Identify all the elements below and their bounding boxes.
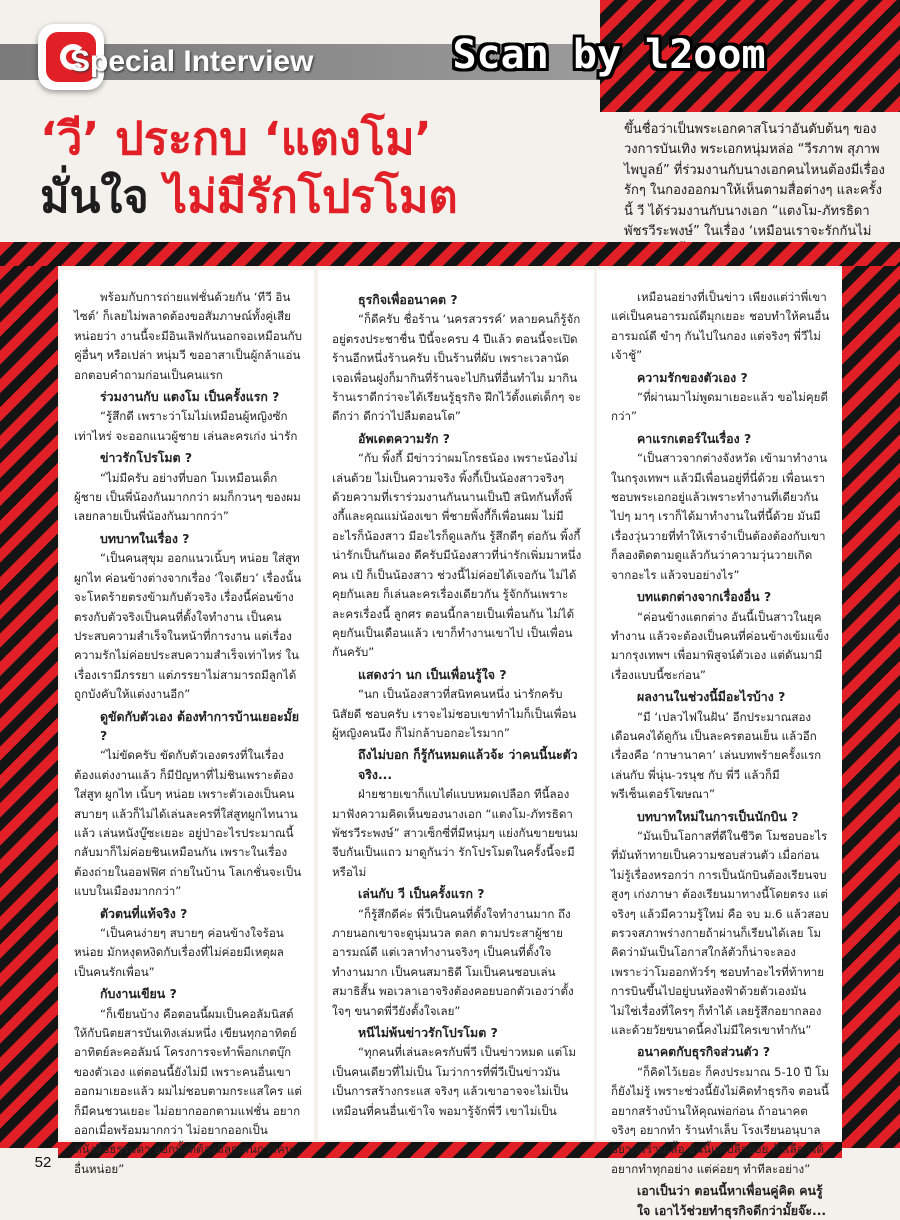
body-paragraph: “มันเป็นโอกาสที่ดีในชีวิต โมชอบอะไรที่มันท้าทายเป็นความชอบส่วนตัว เมื่อก่อนไม่รู้เรื่องหรอกว่า การเป็นนักบินต้องเรียนจบสูงๆ เก่งภาษา ต้องเรียนมาทางนี้โดยตรง แต่จริงๆ แล้วมีความรู้ใหม่ คือ จบ ม.6 แล้วสอบ ตรวจสภาพร่างกายถ้าผ่านก็เรียนได้เลย โมคิดว่ามันเป็นโอกาสใกล้ตัวก็น่าจะลอง เพราะว่าโมออกทัวร์ๆ ชอบทำอะไรที่ท้าทาย การบินขึ้นไปอยู่บนท้องฟ้าด้วยตัวเองมันไม่ใช่เรื่องที่ใครๆ ก็ทำได้ เลยรู้สึกอยากลองและด้วยวัยขนาดนี้คงไม่มีใครเขาทำกัน” xyxy=(611,828,829,1038)
headline-name-taengmo: ‘แตงโม’ xyxy=(263,112,432,165)
interview-question: แสดงว่า นก เป็นเพื่อนรู้ใจ ? xyxy=(358,666,507,682)
body-paragraph: “ก็รู้สึกดีค่ะ พี่วีเป็นคนที่ตั้งใจทำงานมาก ถึงภายนอกเขาจะดูนุ่มนวล ตลก ตามประสาผู้ชายอารมณ์ดี แต่เวลาทำงานจริงๆ เป็นคนที่ตั้งใจทำงานมาก เป็นคนสมาธิดี โมเป็นคนชอบเล่นสมาธิสั้น พอเวลาเอาจริงต้องคอยบอกตัวเองว่าตั้งใจๆ ขนาดพี่วียังตั้งใจเลย” xyxy=(332,906,574,1018)
body-paragraph: “ก็ดีครับ ชื่อร้าน ‘นครสวรรค์’ หลายคนก็รู้จัก อยู่ตรงประชาชื่น ปีนี้จะครบ 4 ปีแล้ว ตอนนี้จะเปิดร้านอีกหนึ่งร้านครับ เป็นร้านที่ผับ เพราะเวลานัดเจอเพื่อนฝูงก็มากินที่ร้านจะไปกินที่อื่นทำไม มากินร้านเราดีกว่าจะได้เรียนรู้ธุรกิจ ฝึกไว้ตั้งแต่เด็กๆ จะดีกว่า ดีกว่าไปลืมตอนโต” xyxy=(332,312,582,424)
body-paragraph: “เป็นสาวจากต่างจังหวัด เข้ามาทำงานในกรุงเทพฯ แล้วมีเพื่อนอยู่ที่นี่ด้วย เพื่อนเราชอบพระเอกอยู่แล้วเพราะทำงานที่เดียวกัน ไปๆ มาๆ เราก็ได้มาทำงานในที่นี้ด้วย มันมีเรื่องวุ่นวายที่ทำให้เราจำเป็นต้องต้องกับเขา ก็ลองติดตามดูแล้วกันว่าความวุ่นวายเกิดจากอะไร แล้วจบอย่างไร” xyxy=(611,451,827,582)
article-headline xyxy=(40,110,620,226)
headline-line-1 xyxy=(40,110,620,168)
body-paragraph: เหมือนอย่างที่เป็นข่าว เพียงแต่ว่าพี่เขาแค่เป็นคนอารมณ์ดีมุกเยอะ ชอบทำให้คนอื่นอารมณ์ดี ขำๆ กันไปในกอง แต่จริงๆ พี่วีไม่เจ้าชู้” xyxy=(611,290,830,363)
decorative-stripes-left xyxy=(0,266,58,1148)
body-paragraph: “เป็นคนง่ายๆ สบายๆ ค่อนข้างใจร้อนหน่อย มักหงุดหงิดกับเรื่องที่ไม่ค่อยมีเหตุผล เป็นคนรักเพื่อน” xyxy=(74,926,284,979)
headline-confident: มั่นใจ xyxy=(40,170,149,223)
body-paragraph: “ค่อนข้างแตกต่าง อันนี้เป็นสาวในยุคทำงาน แล้วจะต้องเป็นคนที่ค่อนข้างเข้มแข็ง มากรุงเทพฯ เพื่อมาพิสูจน์ตัวเอง แต่ดันมามีเรื่องแบบนี้ซะก่อน” xyxy=(611,609,830,682)
interview-question: ถึงไม่บอก ก็รู้กันหมดแล้วจ้ะ ว่าคนนี้นะตัวจริง... xyxy=(358,747,578,782)
body-paragraph: “ก็คิดไว้เยอะ ก็คงประมาณ 5-10 ปี โมก็ยังไม่รู้ เพราะช่วงนี้ยังไม่คิดทำธุรกิจ ตอนนี้อยากสร้างบ้านให้คุณพ่อก่อน ถ้าอนาคตจริงๆ อยากทำ ร้านทำเล็บ โรงเรียนอนุบาล อยากมีร้านเสื้อ อันนี้แค่ปลีกย่อย ถ้าเลือกได้อยากทำทุกอย่าง แต่ค่อยๆ ทำทีละอย่าง” xyxy=(611,1064,830,1176)
article-column-1 xyxy=(60,270,314,1176)
interview-question: เล่นกับ วี เป็นครั้งแรก ? xyxy=(358,886,485,902)
interview-question: ร่วมงานกับ แตงโม เป็นครั้งแรก ? xyxy=(100,389,280,405)
interview-question: หนีไม่พ้นข่าวรักโปรโมต ? xyxy=(358,1025,498,1041)
body-paragraph: “รู้สึกดี เพราะว่าโมไม่เหมือนผู้หญิงซักเท่าไหร่ จะออกแนวผู้ชาย เล่นละครเก่ง น่ารัก xyxy=(74,409,298,443)
interview-question: กับงานเขียน ? xyxy=(100,986,177,1002)
interview-question: บทบาทใหม่ในการเป็นนักบิน ? xyxy=(637,808,799,824)
interview-question: บทบาทในเรื่อง ? xyxy=(100,530,190,546)
interview-question: อัพเดตความรัก ? xyxy=(358,430,450,446)
body-paragraph: “ก็เขียนบ้าง คือตอนนี้ผมเป็นคอลัมนิสต์ให้กับนิตยสารบันเทิงเล่มหนึ่ง เขียนทุกอาทิตย์ อาทิตย์ละคอลัมน์ โครงการจะทำพ็อกเกตบุ๊กของตัวเอง แต่ตอนนี้ยังไม่มี เพราะคนอื่นเขาออกมาเยอะแล้ว ผมไม่ชอบตามกระแสใคร แต่ก็มีคนชวนเยอะ ไม่อยากออกตามแฟชั่น อยากออกเมื่อพร้อมมากกว่า ไม่อยากออกเป็นหนังสือธรรมดา ออกทั้งทีต้องมีลูกเล่นกว่าคนอื่นหน่อย” xyxy=(74,1006,302,1176)
body-paragraph: “นก เป็นน้องสาวที่สนิทคนหนึ่ง น่ารักครับ นิสัยดี ชอบครับ เราจะไม่ชอบเขาทำไมก็เป็นเพื่อนผู้หญิงคนนึง ก็ไม่กล้าบอกอะไรมาก” xyxy=(332,687,577,740)
headline-line-2 xyxy=(40,168,620,226)
body-paragraph: พร้อมกับการถ่ายแฟชั่นด้วยกัน ‘ทีวี อินไซต์’ ก็เลยไม่พลาดต้องขอสัมภาษณ์ทั้งคู่เสียหน่อยว่า งานนี้จะมีอินเลิฟกันนอกจอเหมือนกับคู่อื่นๆ หรือเปล่า หนุ่มวี ขออาสาเป็นผู้กล้าแอ่นอกตอบคำถามก่อนเป็นคนแรก xyxy=(74,290,303,382)
scan-watermark: Scan by l2oom xyxy=(452,32,766,78)
interview-question: ข่าวรักโปรโมต ? xyxy=(100,450,193,466)
body-paragraph: “ที่ผ่านมาไม่พูดมาเยอะแล้ว ขอไม่คุยดีกว่า” xyxy=(611,390,828,424)
article-column-3 xyxy=(597,270,842,1218)
headline-name-vee: ‘วี’ ประกบ xyxy=(40,112,248,165)
body-paragraph: “กับ พิ้งกี้ มีข่าวว่าผมโกรธน้อง เพราะน้องไม่เล่นด้วย ไม่เป็นความจริง พิ้งกี้เป็นน้องสาวจริงๆ ด้วยความที่เราร่วมงานกันนานเป็นปี สนิทกันทั้งพิ้งกี้และคุณแม่น้องเขา พี่ชายพิ้งกี้ก็เพื่อนผม ไม่มีอะไรก็น้องสาว มีอะไรก็ดูแลกัน รู้สึกดีๆ ต่อกัน พิ้งกี้น่ารักเป็นกันเอง ดีครับมีน้องสาวที่น่ารักเพิ่มมาหนึ่งคน เป้ ก็เป็นน้องสาว ช่วงนี้ไม่ค่อยได้เจอกัน ไม่ได้คุยกันเลย ก็เล่นละครเรื่องเดียวกัน รู้จักกันเพราะละครเรื่องนี้ ลูกศร ตอนนี้กลายเป็นเพื่อนกัน ไม่ได้คุยกันเป็นเดือนแล้ว เขาก็ทำงานเขาไป เป็นเพื่อนกันครับ” xyxy=(332,451,582,660)
interview-question: ธุรกิจเพื่ออนาคต ? xyxy=(358,292,458,307)
body-paragraph: “ไม่ขัดครับ ขัดกับตัวเองตรงที่ในเรื่องต้องแต่งงานแล้ว ก็มีปัญหาที่ไม่ชินเพราะต้องใส่สูท ผูกไท เนิ้บๆ หน่อย เพราะตัวเองเป็นคนสบายๆ แล้วก็ไม่ได้เล่นละครที่ใส่สูทผูกไทนานแล้ว เล่นหนังบู๊ซะเยอะ อยู่ป่าอะไรประมาณนี้ กลับมาก็ไม่ค่อยชินเหมือนกัน เพราะในเรื่องต้องถ่ายในออฟฟิศ ถ่ายในบ้าน โลเกชั่นจะเป็นแบบในเมืองมากกว่า” xyxy=(74,748,302,899)
interview-question: คาแรกเตอร์ในเรื่อง ? xyxy=(637,430,752,446)
interview-question: ความรักของตัวเอง ? xyxy=(637,369,748,385)
body-paragraph: “ไม่มีครับ อย่างที่บอก โมเหมือนเด็กผู้ชาย เป็นพี่น้องกันมากกว่า ผมก็กวนๆ ของผม เลยกลายเป็นพี่น้องกันมากกว่า” xyxy=(74,470,301,524)
interview-question: ตัวตนที่แท้จริง ? xyxy=(100,905,188,921)
interview-question: บทแตกต่างจากเรื่องอื่น ? xyxy=(637,589,772,605)
article-column-2 xyxy=(318,270,594,1140)
body-paragraph: “เป็นคนสุขุม ออกแนวเนิ้บๆ หน่อย ใส่สูท ผูกไท ค่อนข้างต่างจากเรื่อง ‘ใจเดียว’ เรื่องนั้นจะโหดร้ายตรงข้ามกับตัวจริง เรื่องนี้ค่อนข้างตรงกับตัวจริงเป็นคนที่ตั้งใจทำงาน เป็นคนประสบความสำเร็จในหน้าที่การงาน แต่เรื่องความรักไม่ค่อยประสบความสำเร็จเท่าไหร่ ในเรื่องเรามีภรรยา แต่ภรรยาไม่สามารถมีลูกได้ ถูกบังคับให้แต่งงานอีก” xyxy=(74,551,302,702)
body-paragraph: ฝ่ายชายเขาก็แบไต๋แบบหมดเปลือก ทีนี้ลองมาฟังความคิดเห็นของนางเอก “แตงโม-ภัทรธิดา พัชรวีระพงษ์” สาวเซ็กซี่ที่มีหนุ่มๆ แย่งกันขายขนมจีบกันเป็นแถว มาดูกันว่า รักโปรโมตในครั้งนี้จะมีหรือไม่ xyxy=(332,787,579,879)
body-paragraph: “ทุกคนที่เล่นละครกับพี่วี เป็นข่าวหมด แต่โมเป็นคนเดียวที่ไม่เป็น โมว่าการที่พี่วีเป็นข่าวมันเป็นการสร้างกระแส จริงๆ แล้วเขาอาจจะไม่เป็นเหมือนที่คนอื่นเข้าใจ พอมารู้จักพี่วี เขาไม่เป็น xyxy=(332,1045,577,1118)
body-paragraph: “มี ‘เปลวไฟในฝัน’ อีกประมาณสองเดือนคงได้ดูกัน เป็นละครตอนเย็น แล้วอีกเรื่องคือ ‘กาษานาคา’ เล่นบทพร้ายครั้งแรก เล่นกับ พี่นุ่น-วรนุช กับ พี่วี แล้วก็มีพรีเซ็นเตอร์โฆษณา” xyxy=(611,709,822,802)
section-label: Special Interview xyxy=(70,45,314,78)
interview-question: ผลงานในช่วงนี้มีอะไรบ้าง ? xyxy=(637,689,786,705)
headline-no-promo-love: ไม่มีรักโปรโมต xyxy=(164,170,458,223)
page-number: 52 xyxy=(34,1154,52,1171)
interview-question: อนาคตกับธุรกิจส่วนตัว ? xyxy=(637,1044,771,1060)
decorative-stripes-right xyxy=(842,266,900,1148)
interview-question: ดูขัดกับตัวเอง ต้องทำการบ้านเยอะมั้ย ? xyxy=(100,708,300,743)
intro-paragraph: ขึ้นชื่อว่าเป็นพระเอกคาสโนว่าอันดับต้นๆ ของวงการบันเทิง พระเอกหนุ่มหล่อ “วีรภาพ สุภาพไพบูลย์” ที่ร่วมงานกับนางเอกคนไหนต้องมีเรื่องรักๆ ในกองออกมาให้เห็นตามสื่อต่างๆ และครั้งนี้ วี ได้ร่วมงานกับนางเอก “แตงโม-ภัทรธิดา พัชรวีระพงษ์” ในเรื่อง ‘เหมือนเราจะรักกันไม่ xyxy=(624,122,885,240)
interview-question: เอาเป็นว่า ตอนนี้หาเพื่อนคู่คิด คนรู้ใจ เอาไว้ช่วยทำธุรกิจดีกว่ามั้ยจ๊ะ... xyxy=(637,1183,827,1218)
decorative-stripes-divider xyxy=(0,242,900,266)
